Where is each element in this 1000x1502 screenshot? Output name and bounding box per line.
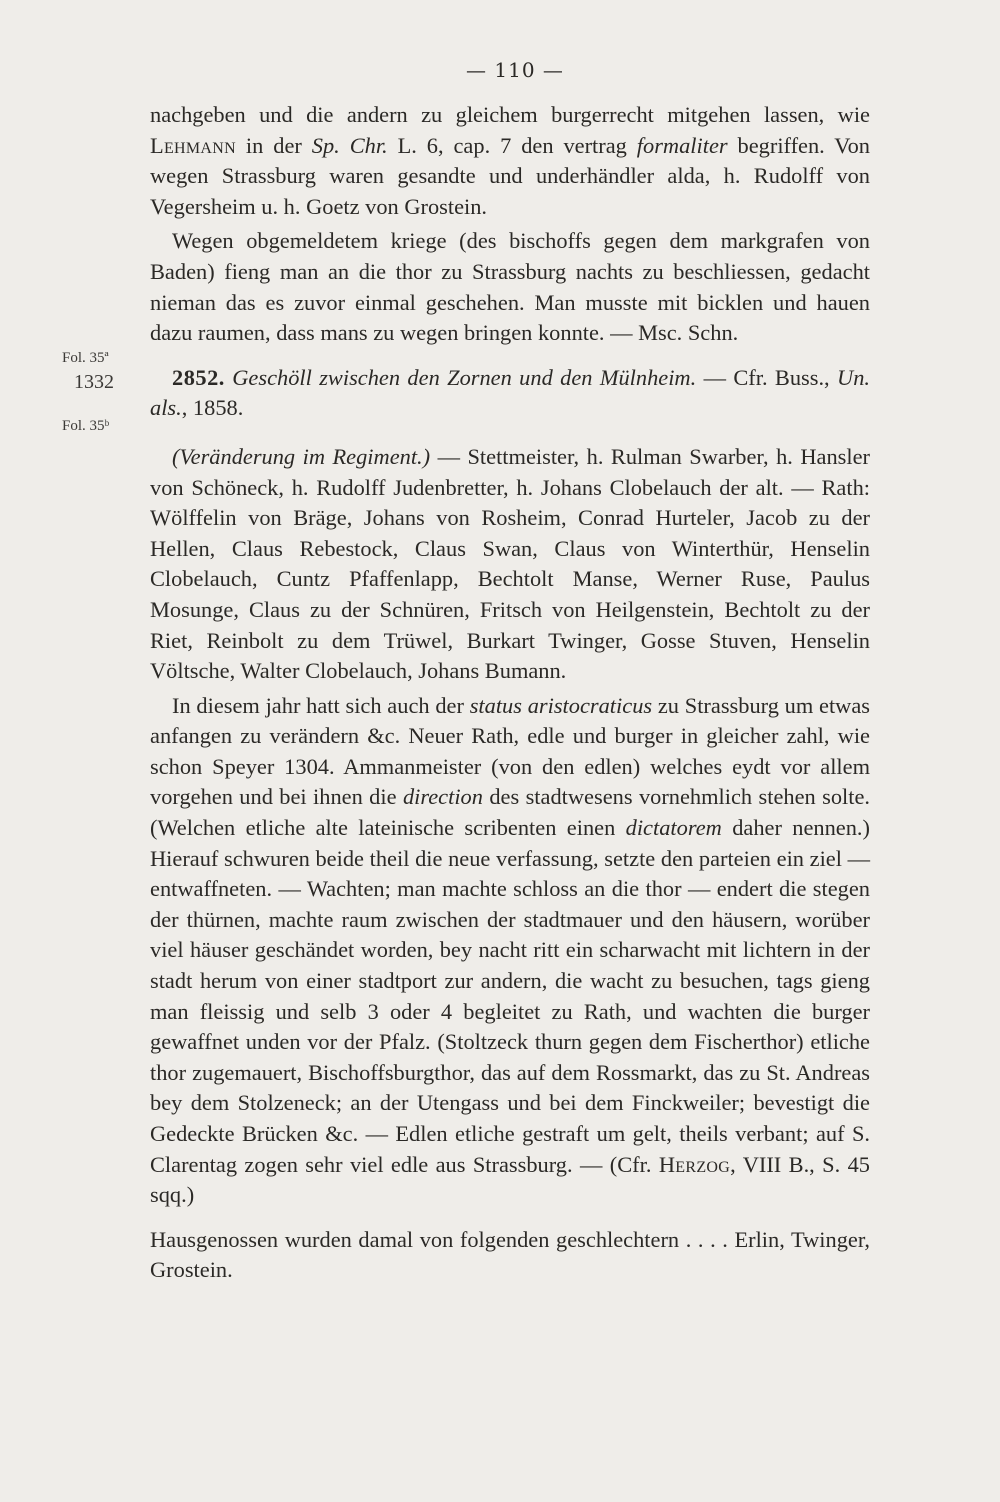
text-run: des stadtwesens vornehmlich stehen solte. (Welchen etliche alte lateinische scribenten einen [150, 784, 870, 841]
text-run: nachgeben und die andern zu gleichem burgerrecht mitgehen lassen, wie [150, 102, 870, 127]
text-run: begriffen. Von wegen Strassburg waren gesandte und underhändler alda, h. Rudolff von Vegersheim u. h. Goetz von Grostein. [150, 132, 870, 219]
margin-note-year-1332: 1332 [74, 371, 114, 393]
text-run: , 1858. [181, 395, 244, 421]
source-title: Un. als. [150, 364, 870, 421]
text-run: zu Strassburg um etwas anfangen zu verändern &c. Neuer Rath, edle und burger in gleicher zahl, wie schon Speyer 1304. Ammanmeister (von den edlen) welches eydt vor allem vorgehen und bei ihnen die [150, 692, 870, 810]
paragraph-lehmann [150, 100, 870, 222]
page-number: — 110 — [466, 58, 564, 82]
paragraph-regiment [150, 442, 870, 687]
source-title: Sp. Chr. [311, 132, 388, 158]
paragraph-hausgenossen: Hausgenossen wurden damal von folgenden geschlechtern . . . . Erlin, Twinger, Grostein. [150, 1226, 870, 1283]
text-run: In diesem jahr hatt sich auch der [172, 692, 470, 718]
margin-note-fol-35b: Fol. 35ᵇ [62, 418, 110, 434]
margin-note-fol-35a: Fol. 35ª [62, 350, 109, 366]
entry-number: 2852. [172, 364, 225, 390]
latin-term: direction [402, 784, 483, 810]
text-run: , VIII B., S. 45 sqq.) [150, 1151, 870, 1208]
entry-title: Geschöll zwischen den Zornen und den Mülnheim. [232, 364, 697, 390]
section-heading: (Veränderung im Regiment.) [172, 443, 431, 469]
text-run: in der [236, 132, 312, 158]
author-name: Lehmann [150, 132, 236, 158]
text-run: — Cfr. Buss., [696, 364, 838, 390]
latin-term: dictatorem [625, 815, 722, 841]
text-run: — Stettmeister, h. Rulman Swarber, h. Hansler von Schöneck, h. Rudolff Judenbretter, h. Johans Clobelauch der alt. — Rath: Wölffelin von Bräge, Johans von Rosheim, Conrad Hurteler, Jacob zu der Hellen, Claus Rebestock, Claus Swan, Claus von Winterthür, Henselin Clobelauch, Cuntz Pfaffenlapp, Bechtolt Manse, Werner Ruse, Paulus Mosunge, Claus zu der Schnüren, Fritsch von Heilgenstein, Bechtolt zu der Riet, Reinbolt zu dem Trüwel, Burkart Twinger, Gosse Stuven, Henselin Völtsche, Walter Clobelauch, Johans Bumann. [150, 443, 870, 684]
author-name: Herzog [658, 1151, 731, 1177]
paragraph-status [150, 691, 870, 1211]
text-run: daher nennen.) Hierauf schwuren beide theil die neue verfassung, setzte den parteien ein ziel — entwaffneten. — Wachten; man machte schloss an die thor — endert die stegen der thürnen, machte raum zwischen der stadtmauer und den häusern, worüber viel häuser geschändet worden, bey nacht ritt ein scharwacht mit lichtern in der stadt herum von einer stadtport zur andern, die wacht zu besuchen, tags gieng man fleissig und selb 3 oder 4 begleitet zu Rath, und wachten die burger gewaffnet unden vor der Pfalz. (Stoltzeck thurn gegen dem Fischerthor) etliche thor zugemauert, Bischoffsburgthor, das auf dem Rossmarkt, das zu St. Andreas bey dem Stolzeneck; an der Utengass und bei dem Finckweiler; bevestigt die Gedeckte Brücken &c. — Edlen etliche gestraft um gelt, theils verbant; auf S. Clarentag zogen sehr viel edle aus Strassburg. — (Cfr. [150, 815, 870, 1177]
latin-term: formaliter [636, 132, 728, 158]
text-run: L. 6, cap. 7 den vertrag [387, 132, 637, 158]
latin-term: status aristocraticus [469, 692, 653, 718]
paragraph-entry-2852 [150, 363, 870, 424]
body-text [150, 100, 870, 1286]
paragraph-kriege: Wegen obgemeldetem kriege (des bischoffs gegen dem markgrafen von Baden) fieng man an die thor zu Strassburg nachts zu beschliessen, gedacht nieman das es zuvor einmal geschehen. Man musste mit bicklen und hauen dazu raumen, dass mans zu wegen bringen konnte. — Msc. Schn. [150, 228, 870, 346]
